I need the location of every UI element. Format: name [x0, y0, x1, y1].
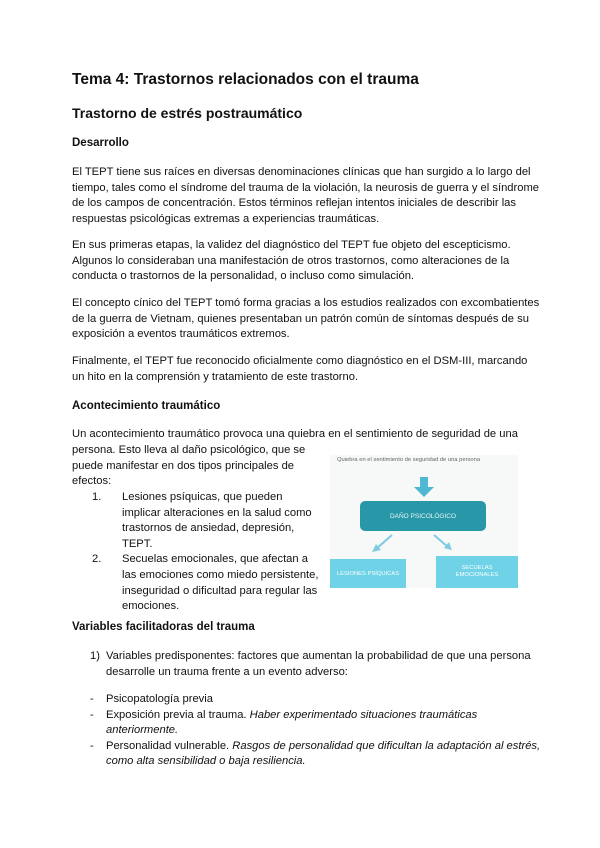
list-item	[72, 692, 542, 708]
list-text: Exposición previa al trauma.	[106, 708, 250, 721]
diagram-box-right	[436, 556, 518, 588]
list-item	[72, 739, 542, 770]
paragraph: persona. Esto lleva al daño psicológico, que se puede manifestar en dos tipos principales de efectos:	[72, 444, 306, 488]
list-text-italic: Haber experimentado situaciones traumáticas anteriormente.	[106, 708, 478, 737]
list-text: Variables predisponentes: factores que aumentan la probabilidad de que una persona desarrolle un trauma frente a un evento adverso:	[106, 650, 531, 678]
variables-item	[72, 649, 542, 680]
arrow-down-icon	[420, 477, 428, 487]
paragraph: Un acontecimiento traumático provoca una quiebra en el sentimiento de seguridad de una	[72, 428, 518, 440]
arrow-down-icon	[414, 487, 434, 497]
paragraph: Finalmente, el TEPT fue reconocido oficialmente como diagnóstico en el DSM-III, marcando un hito en la comprensión y tratamiento de este trastorno.	[72, 355, 528, 383]
heading-variables: Variables facilitadoras del trauma	[72, 621, 255, 633]
list-item	[72, 552, 322, 614]
list-item	[72, 490, 322, 552]
list-number: 2.	[92, 553, 102, 566]
paragraph: En sus primeras etapas, la validez del diagnóstico del TEPT fue objeto del escepticismo. Algunos lo consideraban una manifestación de otros trastornos, como alteraciones de la conducta o trastornos de la personalidad, o incluso como simulación.	[72, 239, 511, 283]
diagram-box-main: DAÑO PSICOLÓGICO	[360, 501, 486, 531]
section-title: Trastorno de estrés postraumático	[72, 105, 303, 121]
heading-acontecimiento: Acontecimiento traumático	[72, 400, 221, 412]
diagram-box-right-line: SECUELAS	[461, 565, 493, 571]
arrow-right-icon	[434, 535, 448, 547]
list-number: 1.	[92, 491, 102, 503]
list-number: 1)	[90, 650, 100, 662]
list-text: Lesiones psíquicas, que pueden implicar alteraciones en la salud como trastornos de ansiedad, depresión, TEPT.	[122, 491, 312, 550]
arrow-right-icon	[444, 542, 452, 550]
list-item	[72, 708, 542, 739]
effects-list	[72, 490, 322, 615]
list-text: Secuelas emocionales, que afectan a las emociones como miedo persistente, inseguridad o dificultad para regular las emociones.	[122, 553, 319, 613]
list-dash: -	[90, 739, 94, 752]
diagram-box-right-line: EMOCIONALES	[455, 572, 499, 578]
page-title: Tema 4: Trastornos relacionados con el trauma	[72, 71, 419, 88]
heading-desarrollo: Desarrollo	[72, 137, 129, 149]
list-text: Personalidad vulnerable.	[106, 739, 233, 752]
paragraph: El TEPT tiene sus raíces en diversas denominaciones clínicas que han surgido a lo largo del tiempo, tales como el síndrome del trauma de la violación, la neurosis de guerra y el síndrome de los campos de concentración. Estos términos reflejan intentos iniciales de describir las respuestas psicológicas extremas a experiencias traumáticas.	[72, 166, 540, 225]
predisposing-list	[72, 692, 542, 770]
list-text-italic: Rasgos de personalidad que dificultan la adaptación al estrés, como alta sensibilidad o baja resiliencia.	[106, 739, 541, 768]
paragraph: El concepto cínico del TEPT tomó forma gracias a los estudios realizados con excombatientes de la guerra de Vietnam, quienes presentaban un patrón común de síntomas después de su exposición a eventos traumáticos extremos.	[72, 297, 540, 341]
list-dash: -	[90, 708, 94, 721]
trauma-diagram	[330, 455, 518, 588]
diagram-caption: Quiebra en el sentimiento de seguridad de una persona	[337, 457, 481, 463]
diagram-box-left: LESIONES PSÍQUICAS	[330, 559, 406, 588]
list-dash: -	[90, 693, 94, 705]
list-text: Psicopatología previa	[106, 693, 213, 705]
